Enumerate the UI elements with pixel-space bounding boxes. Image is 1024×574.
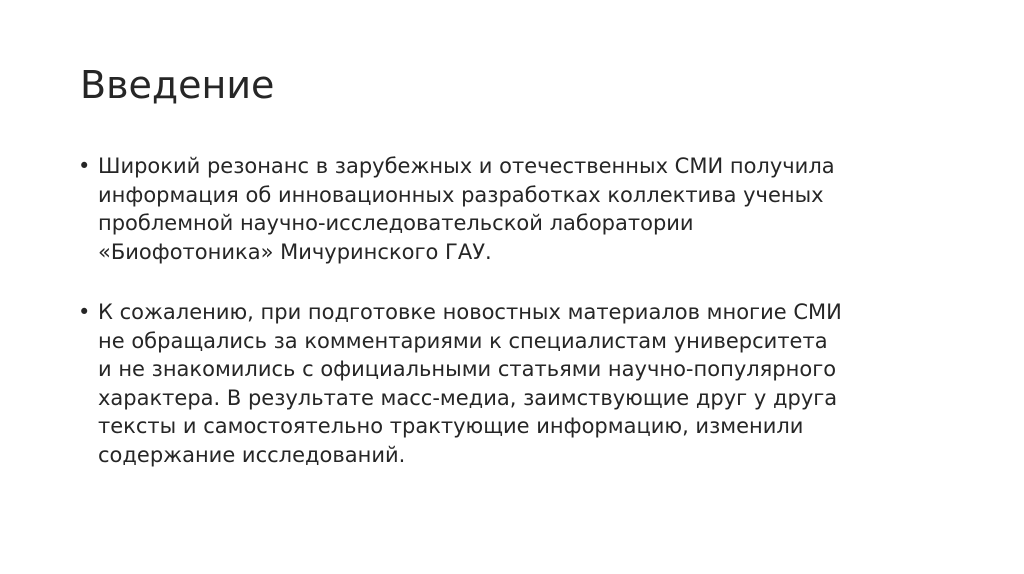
bullet-line: содержание исследований. [98,442,406,467]
bullet-item [78,152,958,266]
bullet-line: информация об инновационных разработках коллектива ученых [98,182,824,207]
bullet-line: Широкий резонанс в зарубежных и отечественных СМИ получила [98,154,835,178]
bullet-line: «Биофотоника» Мичуринского ГАУ. [98,239,492,264]
bullet-line: и не знакомились с официальными статьями научно-популярного [98,357,837,381]
slide-title: Введение [80,63,275,107]
bullet-item [78,298,958,469]
bullet-line: характера. В результате масс-медиа, заимствующие друг у друга [98,385,838,410]
bullet-line: тексты и самостоятельно трактующие информацию, изменили [98,414,804,438]
bullet-dot-icon: • [78,300,91,324]
bullet-line: проблемной научно-исследовательской лаборатории [98,211,694,235]
bullet-line: К сожалению, при подготовке новостных материалов многие СМИ [98,300,842,324]
bullet-list [78,152,958,501]
bullet-line: не обращались за комментариями к специалистам университета [98,328,828,353]
bullet-dot-icon: • [78,154,91,178]
